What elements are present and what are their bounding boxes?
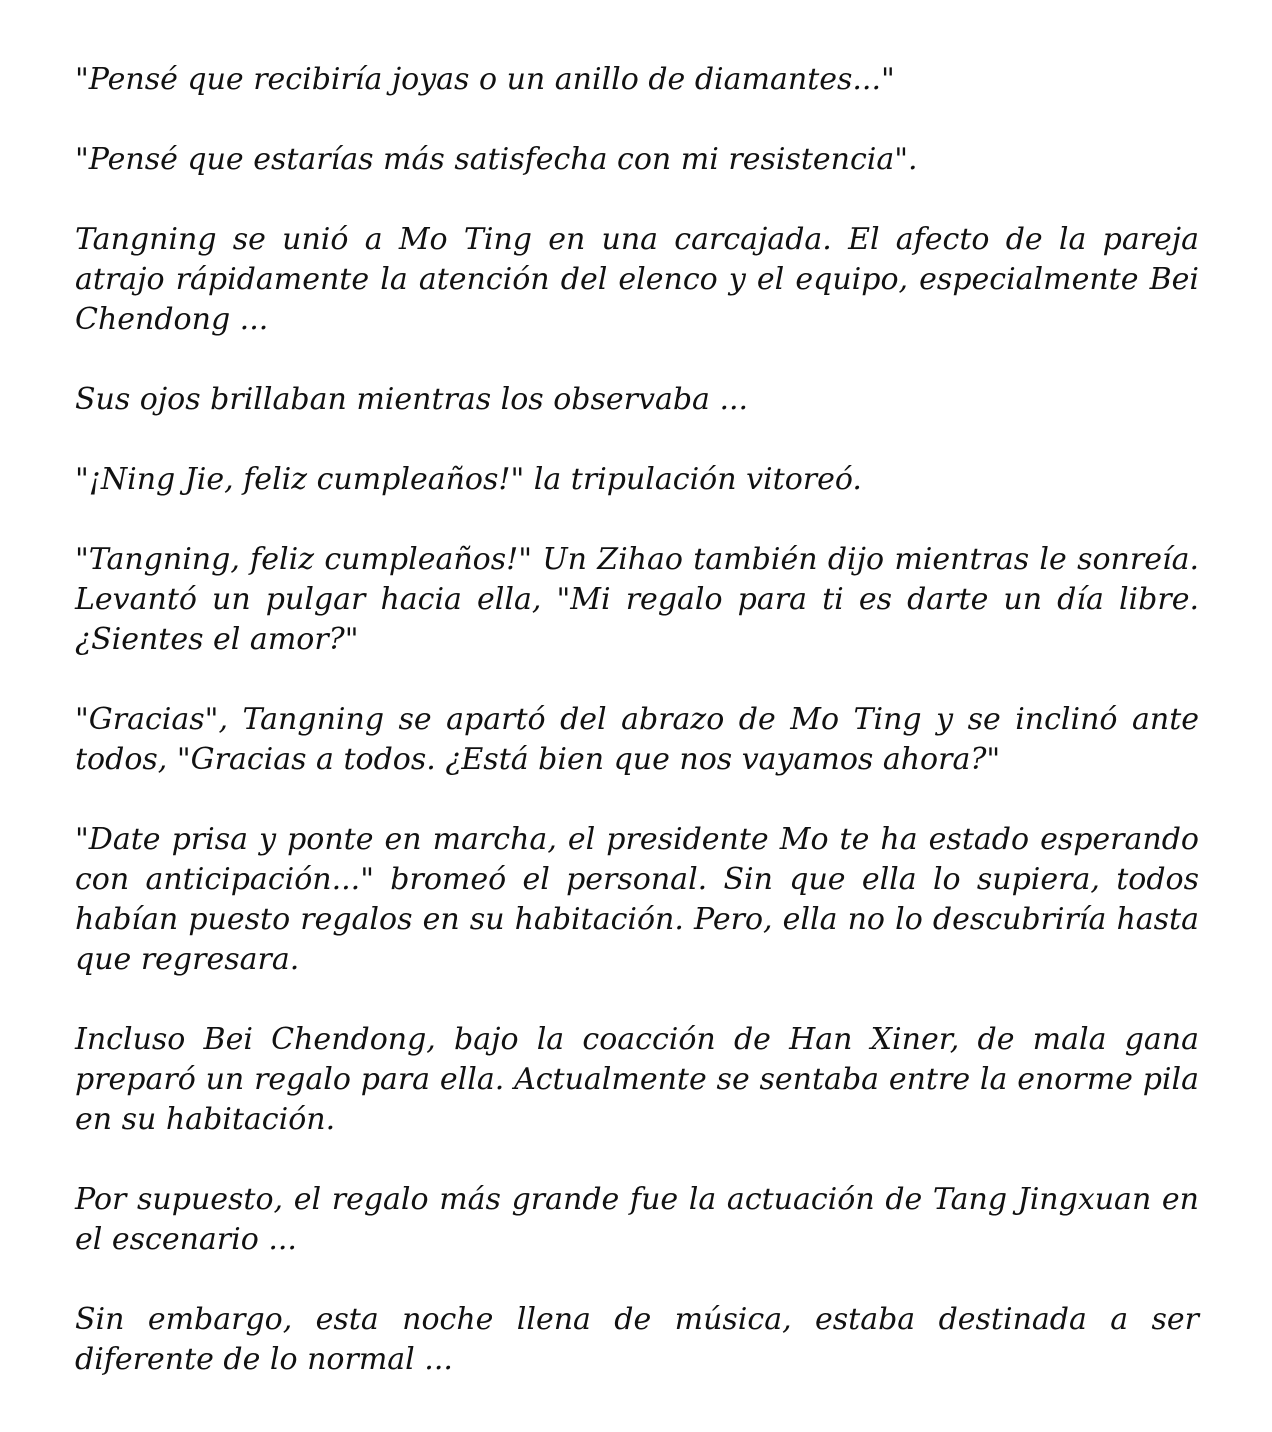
paragraph: Incluso Bei Chendong, bajo la coacción de Han Xiner, de mala gana preparó un regalo para ella. Actualmente se sentaba entre la enorme pila en su habitación. bbox=[75, 1022, 1199, 1137]
paragraph: Tangning se unió a Mo Ting en una carcajada. El afecto de la pareja atrajo rápidamente la atención del elenco y el equipo, especialmente Bei Chendong ... bbox=[75, 222, 1199, 337]
paragraph: Por supuesto, el regalo más grande fue la actuación de Tang Jingxuan en el escenario ... bbox=[75, 1182, 1199, 1257]
paragraph: "Tangning, feliz cumpleaños!" Un Zihao también dijo mientras le sonreía. Levantó un pulgar hacia ella, "Mi regalo para ti es darte un día libre. ¿Sientes el amor?" bbox=[75, 542, 1199, 657]
paragraph: "¡Ning Jie, feliz cumpleaños!" la tripulación vitoreó. bbox=[75, 462, 862, 497]
paragraph: "Pensé que estarías más satisfecha con mi resistencia". bbox=[75, 142, 918, 177]
paragraph: "Date prisa y ponte en marcha, el presidente Mo te ha estado esperando con anticipación..." bromeó el personal. Sin que ella lo supiera, todos habían puesto regalos en su habitación. Pero, ella no lo descubriría hasta que regresara. bbox=[75, 822, 1199, 977]
paragraph: "Pensé que recibiría joyas o un anillo de diamantes..." bbox=[75, 62, 895, 97]
document-body bbox=[75, 60, 1199, 1380]
paragraph: Sin embargo, esta noche llena de música, estaba destinada a ser diferente de lo normal ... bbox=[75, 1302, 1199, 1377]
paragraph: Sus ojos brillaban mientras los observaba ... bbox=[75, 382, 749, 417]
paragraph: "Gracias", Tangning se apartó del abrazo de Mo Ting y se inclinó ante todos, "Gracias a todos. ¿Está bien que nos vayamos ahora?" bbox=[75, 702, 1199, 777]
